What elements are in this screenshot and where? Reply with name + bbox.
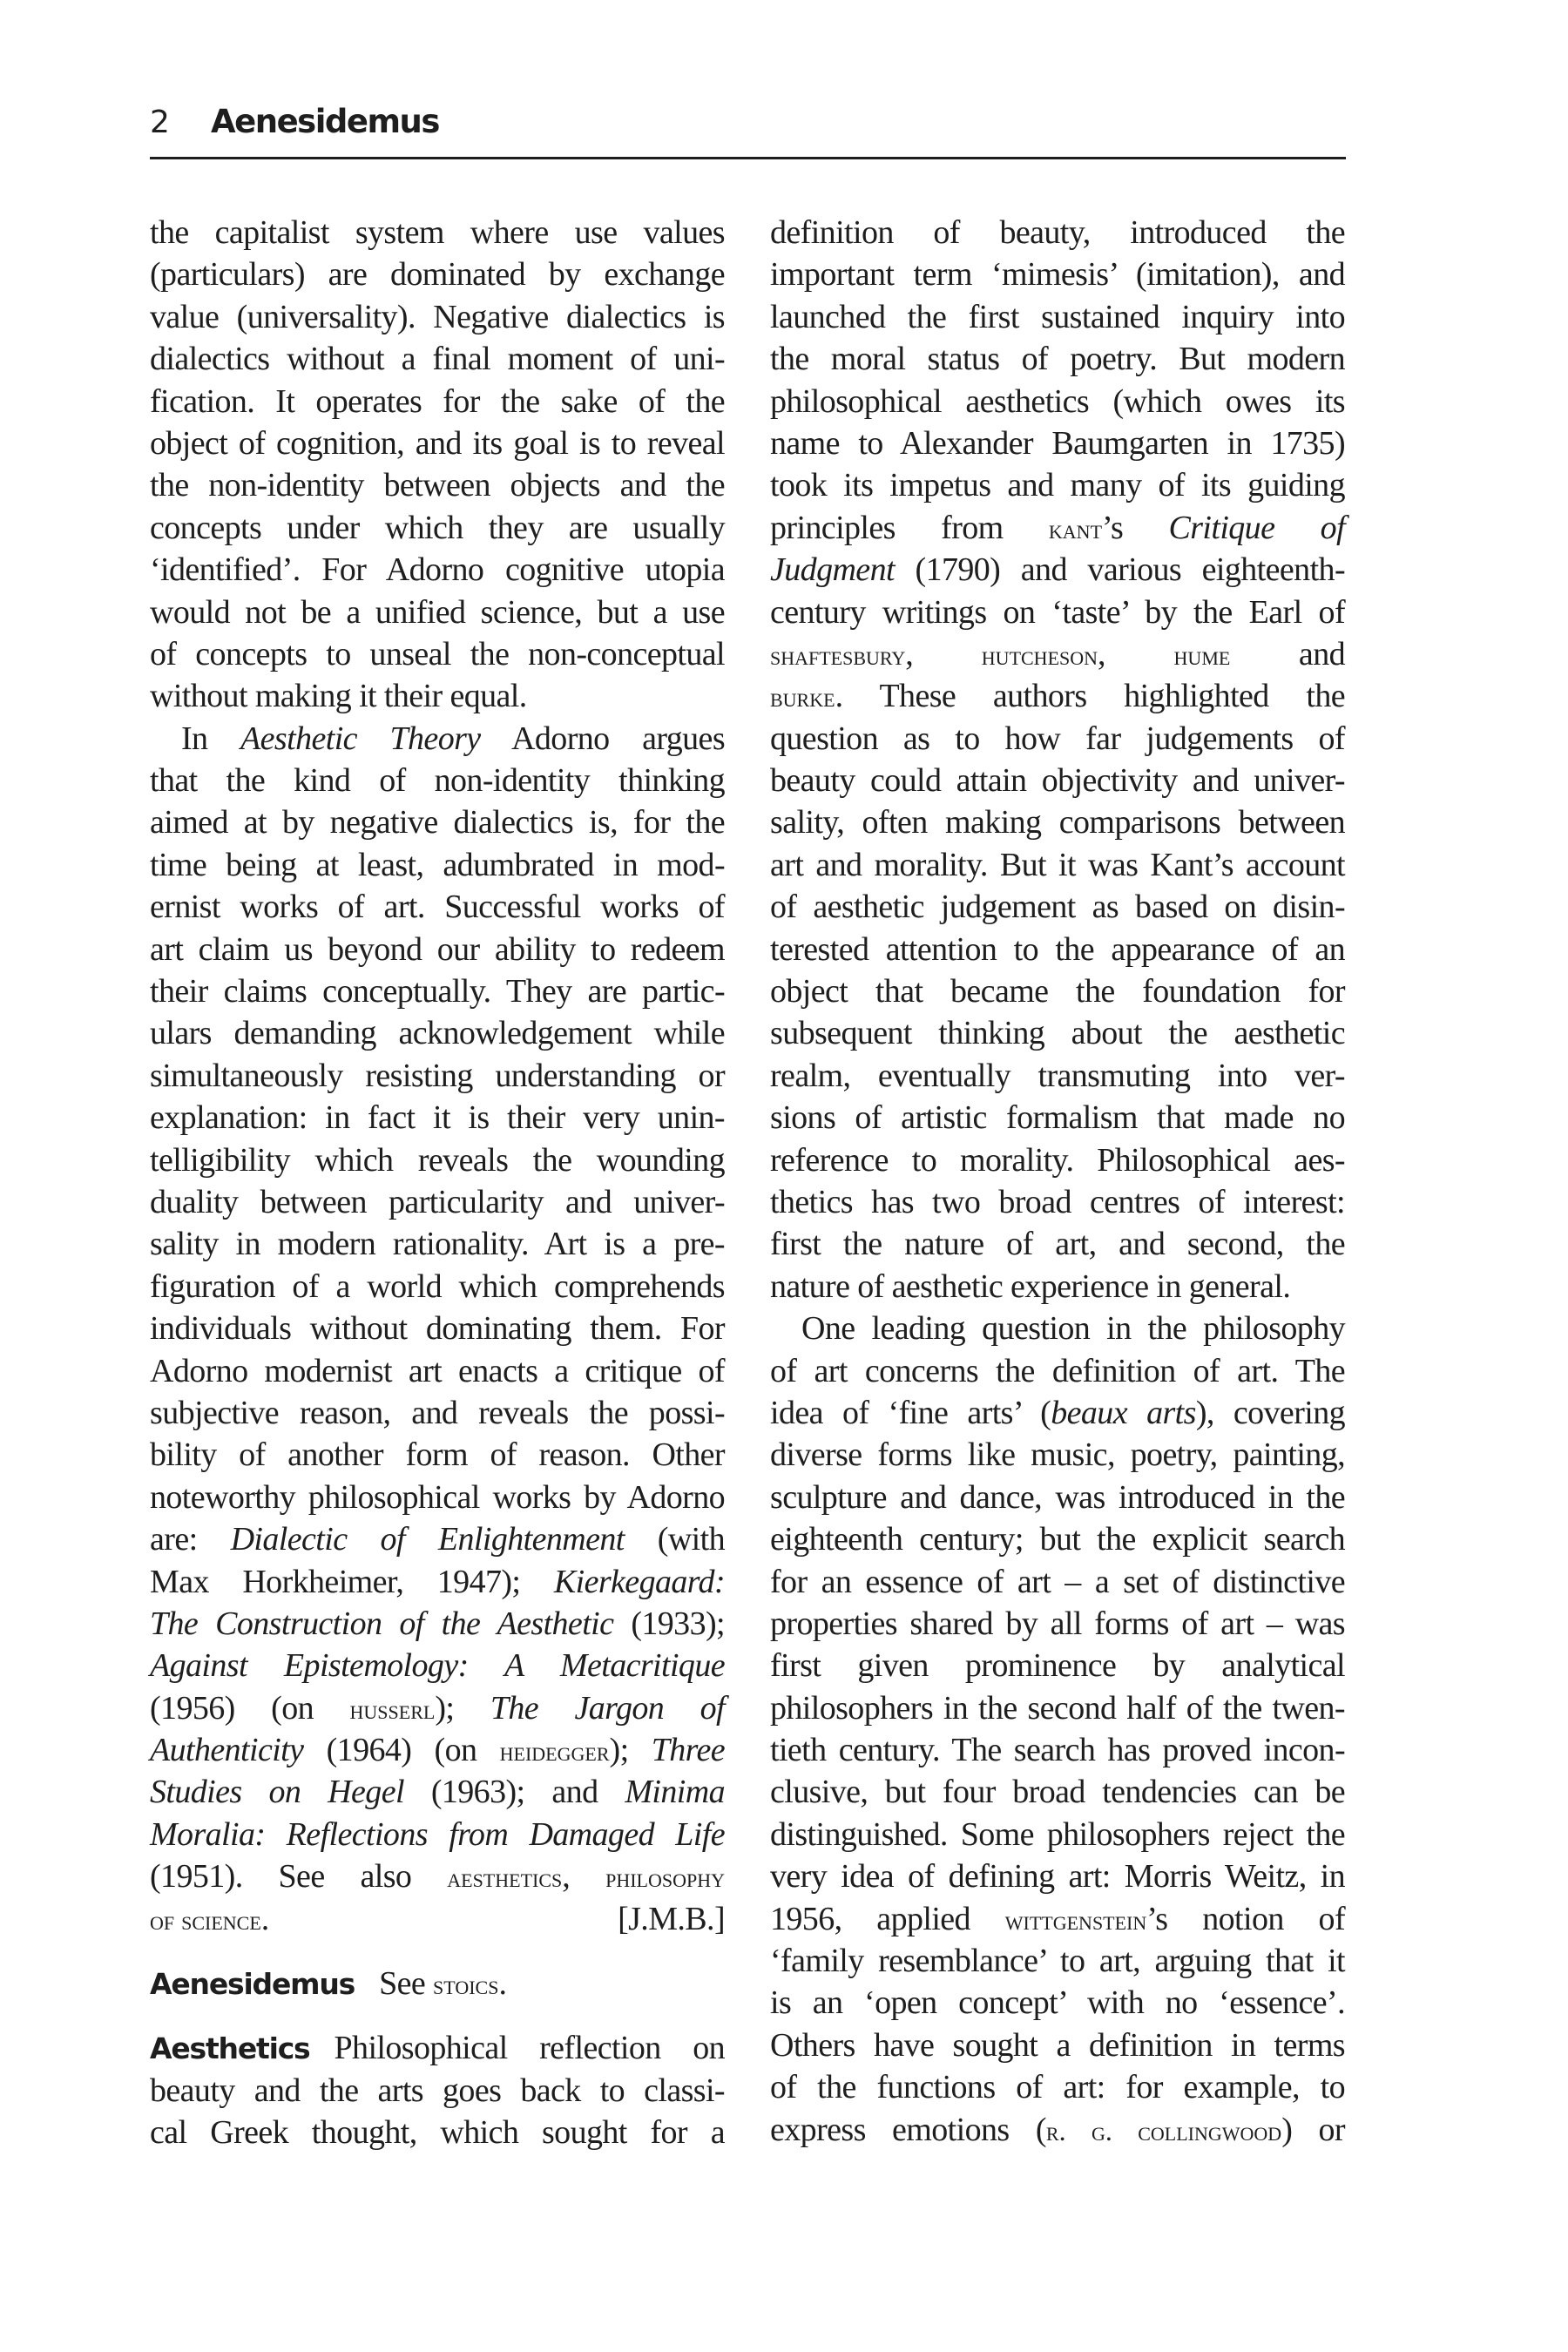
entry-headword: Aesthetics bbox=[150, 2031, 310, 2066]
header-rule bbox=[150, 157, 1346, 159]
text-line bbox=[150, 464, 725, 506]
text-run: and bbox=[1230, 635, 1345, 672]
text-run: the moral status of poetry. But modern bbox=[770, 341, 1345, 378]
text-line bbox=[150, 1223, 725, 1265]
page-number: 2 bbox=[150, 105, 169, 140]
text-run: aimed at by negative dialectics is, for the bbox=[150, 804, 725, 841]
text-line bbox=[770, 1518, 1345, 1560]
cross-reference: of science bbox=[150, 1903, 261, 1936]
running-head: Aenesidemus bbox=[211, 103, 439, 140]
italic-title: Moralia: Reflections from Damaged Life bbox=[150, 1815, 725, 1853]
text-run: of the functions of art: for example, to bbox=[770, 2069, 1345, 2106]
text-line bbox=[770, 1350, 1345, 1392]
text-run: ), covering bbox=[1195, 1394, 1346, 1431]
text-line bbox=[770, 1434, 1345, 1476]
text-run: (1933); bbox=[613, 1605, 725, 1642]
text-run bbox=[150, 1898, 269, 1940]
text-run: clusive, but four broad tendencies can be bbox=[770, 1774, 1345, 1811]
text-line bbox=[150, 507, 725, 549]
text-line bbox=[150, 1561, 725, 1603]
text-line bbox=[150, 549, 725, 591]
italic-title: Critique of bbox=[1168, 509, 1345, 546]
text-line bbox=[770, 2109, 1345, 2151]
text-line bbox=[770, 2024, 1345, 2066]
page-header bbox=[150, 98, 1346, 159]
text-line bbox=[770, 1055, 1345, 1097]
text-line bbox=[150, 422, 725, 464]
text-run: of concepts to unseal the non-conceptual bbox=[150, 635, 725, 672]
text-run: without making it their equal. bbox=[150, 678, 527, 715]
text-line bbox=[770, 464, 1345, 506]
text-run: express emotions ( bbox=[770, 2111, 1046, 2148]
text-run: sality in modern rationality. Art is a pre- bbox=[150, 1226, 725, 1263]
text-line bbox=[770, 1940, 1345, 1982]
cross-reference: shaftesbury bbox=[770, 639, 906, 671]
text-run: took its impetus and many of its guiding bbox=[770, 467, 1345, 504]
text-line bbox=[150, 886, 725, 928]
text-run: art and morality. But it was Kant’s account bbox=[770, 846, 1345, 883]
text-run: important term ‘mimesis’ (imitation), and bbox=[770, 256, 1345, 294]
text-line bbox=[770, 886, 1345, 928]
text-line bbox=[770, 253, 1345, 295]
cross-reference: wittgenstein bbox=[1004, 1903, 1147, 1936]
text-line bbox=[150, 1181, 725, 1223]
cross-reference: philosophy bbox=[605, 1862, 725, 1894]
text-run: beauty could attain objectivity and univer- bbox=[770, 762, 1345, 800]
text-run: , bbox=[905, 635, 982, 672]
cross-reference: stoics bbox=[433, 1969, 499, 2001]
text-run: of aesthetic judgement as based on disin- bbox=[770, 889, 1345, 926]
text-run: diverse forms like music, poetry, painting, bbox=[770, 1436, 1345, 1474]
text-run: principles from bbox=[770, 509, 1049, 546]
text-line bbox=[150, 296, 725, 338]
text-run: , bbox=[562, 1858, 606, 1896]
text-run: simultaneously resisting understanding or bbox=[150, 1057, 725, 1094]
text-run: concepts under which they are usually bbox=[150, 509, 725, 546]
text-line bbox=[150, 1055, 725, 1097]
text-line bbox=[770, 591, 1345, 633]
cross-reference: hutcheson bbox=[981, 639, 1098, 671]
text-run: are: bbox=[150, 1521, 231, 1558]
text-run: eighteenth century; but the explicit search bbox=[770, 1521, 1345, 1558]
text-run: distinguished. Some philosophers reject the bbox=[770, 1815, 1345, 1853]
text-run: would not be a unified science, but a use bbox=[150, 593, 725, 631]
text-run: value (universality). Negative dialectics is bbox=[150, 298, 725, 335]
cross-reference: burke bbox=[770, 681, 835, 713]
text-run: telligibility which reveals the wounding bbox=[150, 1141, 725, 1179]
cross-reference: hume bbox=[1173, 639, 1231, 671]
text-run: that the kind of non-identity thinking bbox=[150, 762, 725, 800]
text-line bbox=[150, 1518, 725, 1560]
text-line bbox=[150, 1012, 725, 1054]
text-run: launched the first sustained inquiry into bbox=[770, 298, 1345, 335]
text-run: their claims conceptually. They are partic- bbox=[150, 973, 725, 1010]
text-line bbox=[770, 1392, 1345, 1434]
text-run: object that became the foundation for bbox=[770, 973, 1345, 1010]
text-run: One leading question in the philosophy bbox=[801, 1310, 1345, 1348]
text-run: ); bbox=[609, 1732, 652, 1769]
text-line bbox=[150, 212, 725, 253]
italic-title: The Jargon of bbox=[490, 1689, 725, 1727]
text-run: first given prominence by analytical bbox=[770, 1647, 1345, 1685]
text-run: noteworthy philosophical works by Adorno bbox=[150, 1478, 725, 1516]
text-line bbox=[770, 675, 1345, 717]
text-line bbox=[770, 1477, 1345, 1518]
text-run: , bbox=[1098, 635, 1174, 672]
text-line bbox=[770, 970, 1345, 1012]
text-line bbox=[150, 381, 725, 422]
text-line bbox=[770, 760, 1345, 801]
text-line bbox=[150, 2027, 725, 2069]
author-initials: [J.M.B.] bbox=[618, 1900, 725, 1937]
text-line bbox=[770, 1561, 1345, 1603]
text-run: object of cognition, and its goal is to reveal bbox=[150, 424, 725, 462]
text-run: individuals without dominating them. For bbox=[150, 1310, 725, 1348]
text-line bbox=[770, 1223, 1345, 1265]
text-run: century writings on ‘taste’ by the Earl of bbox=[770, 593, 1345, 631]
text-line bbox=[770, 549, 1345, 591]
entry-headword: Aenesidemus bbox=[150, 1967, 355, 2002]
italic-title: Judgment bbox=[770, 551, 895, 589]
text-run: (1963); and bbox=[403, 1774, 625, 1811]
text-line bbox=[150, 2070, 725, 2112]
text-line bbox=[770, 296, 1345, 338]
text-line bbox=[150, 338, 725, 380]
text-run: Max Horkheimer, 1947); bbox=[150, 1563, 554, 1600]
italic-title: Three bbox=[651, 1732, 725, 1769]
text-run: fication. It operates for the sake of the bbox=[150, 382, 725, 420]
text-run: ulars demanding acknowledgement while bbox=[150, 1015, 725, 1052]
cross-reference: husserl bbox=[349, 1693, 436, 1725]
text-line bbox=[770, 929, 1345, 970]
text-line bbox=[150, 1645, 725, 1686]
text-line bbox=[770, 1181, 1345, 1223]
text-line bbox=[770, 718, 1345, 760]
text-line bbox=[150, 1392, 725, 1434]
text-run: thetics has two broad centres of interest: bbox=[770, 1183, 1345, 1220]
text-line bbox=[150, 1308, 725, 1349]
text-line bbox=[150, 801, 725, 843]
text-line bbox=[770, 1139, 1345, 1181]
text-run: (1790) and various eighteenth- bbox=[894, 551, 1345, 589]
text-run: time being at least, adumbrated in mod- bbox=[150, 846, 725, 883]
text-line bbox=[150, 1434, 725, 1476]
text-run: ) or bbox=[1281, 2111, 1345, 2148]
text-line bbox=[770, 1855, 1345, 1897]
text-run: beauty and the arts goes back to classi- bbox=[150, 2072, 725, 2109]
text-line bbox=[770, 338, 1345, 380]
text-run: name to Alexander Baumgarten in 1735) bbox=[770, 424, 1345, 462]
text-run: (1951). See also bbox=[150, 1858, 448, 1896]
text-line bbox=[150, 1898, 725, 1940]
text-run: subjective reason, and reveals the possi- bbox=[150, 1394, 725, 1431]
text-run: ’s bbox=[1102, 509, 1169, 546]
text-run: ); bbox=[435, 1689, 490, 1727]
text-line bbox=[770, 801, 1345, 843]
text-run: See bbox=[379, 1965, 434, 2003]
text-run: very idea of defining art: Morris Weitz, in bbox=[770, 1858, 1345, 1896]
text-line bbox=[150, 633, 725, 675]
text-line bbox=[770, 1982, 1345, 2024]
right-text-column bbox=[770, 212, 1345, 2151]
text-run: (1964) (on bbox=[303, 1732, 500, 1769]
text-run: for an essence of art – a set of distinctive bbox=[770, 1563, 1345, 1600]
text-line bbox=[770, 844, 1345, 886]
text-run: sality, often making comparisons between bbox=[770, 804, 1345, 841]
text-line bbox=[770, 1898, 1345, 1940]
text-run: bility of another form of reason. Other bbox=[150, 1436, 725, 1474]
text-line bbox=[150, 1814, 725, 1855]
text-run: . bbox=[260, 1900, 269, 1937]
text-run: reference to morality. Philosophical aes- bbox=[770, 1141, 1345, 1179]
text-line bbox=[150, 253, 725, 295]
text-run: art claim us beyond our ability to redeem bbox=[150, 930, 725, 968]
cross-reference: r. g. collingwood bbox=[1045, 2114, 1282, 2146]
text-run: cal Greek thought, which sought for a bbox=[150, 2114, 725, 2152]
text-run: . These authors highlighted the bbox=[835, 678, 1345, 715]
text-line bbox=[150, 1477, 725, 1518]
text-line bbox=[150, 591, 725, 633]
text-line bbox=[770, 381, 1345, 422]
text-run: the non-identity between objects and the bbox=[150, 467, 725, 504]
text-run: of art concerns the definition of art. The bbox=[770, 1352, 1345, 1389]
text-run: Adorno argues bbox=[480, 720, 726, 757]
text-run: sions of artistic formalism that made no bbox=[770, 1099, 1345, 1137]
text-line bbox=[150, 2112, 725, 2153]
text-line bbox=[150, 1963, 725, 2004]
text-run: philosophical aesthetics (which owes its bbox=[770, 382, 1345, 420]
text-run: subsequent thinking about the aesthetic bbox=[770, 1015, 1345, 1052]
text-run: properties shared by all forms of art – was bbox=[770, 1605, 1345, 1642]
text-line bbox=[150, 718, 725, 760]
text-run: first the nature of art, and second, the bbox=[770, 1226, 1345, 1263]
text-run: In bbox=[181, 720, 241, 757]
italic-title: Aesthetic Theory bbox=[240, 720, 481, 757]
text-run: (1956) (on bbox=[150, 1689, 350, 1727]
text-line bbox=[150, 1687, 725, 1729]
text-line bbox=[770, 1687, 1345, 1729]
text-run: tieth century. The search has proved incon- bbox=[770, 1732, 1345, 1769]
text-run: . bbox=[498, 1965, 507, 2003]
text-run: definition of beauty, introduced the bbox=[770, 214, 1345, 251]
text-run: nature of aesthetic experience in general. bbox=[770, 1267, 1291, 1305]
text-run: Philosophical reflection on bbox=[334, 2030, 725, 2067]
text-line bbox=[770, 422, 1345, 464]
text-run: (with bbox=[624, 1521, 725, 1558]
italic-title: Against Epistemology: A Metacritique bbox=[150, 1647, 725, 1685]
text-line bbox=[150, 1266, 725, 1308]
text-run: idea of ‘fine arts’ ( bbox=[770, 1394, 1051, 1431]
text-line bbox=[150, 1139, 725, 1181]
text-line bbox=[150, 760, 725, 801]
text-line bbox=[150, 1771, 725, 1813]
text-line bbox=[770, 1729, 1345, 1771]
text-line bbox=[770, 1308, 1345, 1349]
text-run: figuration of a world which comprehends bbox=[150, 1267, 725, 1305]
text-line bbox=[770, 507, 1345, 549]
text-line bbox=[770, 1097, 1345, 1139]
text-line bbox=[150, 1729, 725, 1771]
text-run: is an ‘open concept’ with no ‘essence’. bbox=[770, 1984, 1345, 2022]
text-line bbox=[770, 1012, 1345, 1054]
text-line bbox=[150, 970, 725, 1012]
italic-title: Minima bbox=[625, 1774, 725, 1811]
italic-title: Authenticity bbox=[150, 1732, 304, 1769]
text-line bbox=[150, 1603, 725, 1645]
text-run: explanation: in fact it is their very unin- bbox=[150, 1099, 725, 1137]
text-run: ’s notion of bbox=[1146, 1900, 1346, 1937]
text-line bbox=[150, 844, 725, 886]
text-run: Adorno modernist art enacts a critique of bbox=[150, 1352, 725, 1389]
text-run: the capitalist system where use values bbox=[150, 214, 725, 251]
text-line bbox=[770, 2066, 1345, 2108]
text-run: philosophers in the second half of the twen- bbox=[770, 1689, 1345, 1727]
cross-reference: kant bbox=[1048, 512, 1103, 544]
italic-title: The Construction of the Aesthetic bbox=[150, 1605, 614, 1642]
text-line bbox=[150, 1097, 725, 1139]
text-run: ‘family resemblance’ to art, arguing that it bbox=[770, 1943, 1345, 1980]
text-run: terested attention to the appearance of an bbox=[770, 930, 1345, 968]
text-line bbox=[770, 1645, 1345, 1686]
text-run: Others have sought a definition in terms bbox=[770, 2026, 1345, 2064]
text-run: (particulars) are dominated by exchange bbox=[150, 256, 725, 294]
italic-title: Dialectic of Enlightenment bbox=[230, 1521, 625, 1558]
text-run: realm, eventually transmuting into ver- bbox=[770, 1057, 1345, 1094]
text-run: duality between particularity and univer- bbox=[150, 1183, 725, 1220]
text-line bbox=[770, 633, 1345, 675]
cross-reference: aesthetics bbox=[447, 1862, 563, 1894]
text-run: ‘identified’. For Adorno cognitive utopia bbox=[150, 551, 725, 589]
italic-title: beaux arts bbox=[1051, 1394, 1196, 1431]
text-run: sculpture and dance, was introduced in the bbox=[770, 1478, 1345, 1516]
text-line bbox=[770, 212, 1345, 253]
text-line bbox=[150, 1855, 725, 1897]
text-line bbox=[150, 1350, 725, 1392]
text-line bbox=[770, 1814, 1345, 1855]
italic-title: Studies on Hegel bbox=[150, 1774, 404, 1811]
text-run: ernist works of art. Successful works of bbox=[150, 889, 725, 926]
cross-reference: heidegger bbox=[499, 1735, 610, 1767]
text-line bbox=[770, 1603, 1345, 1645]
text-run: question as to how far judgements of bbox=[770, 720, 1345, 757]
text-line bbox=[770, 1266, 1345, 1308]
text-line bbox=[150, 929, 725, 970]
left-text-column bbox=[150, 212, 725, 2154]
text-run: dialectics without a final moment of uni- bbox=[150, 341, 725, 378]
text-line bbox=[770, 1771, 1345, 1813]
italic-title: Kierkegaard: bbox=[553, 1563, 725, 1600]
text-run: 1956, applied bbox=[770, 1900, 1005, 1937]
text-line bbox=[150, 675, 725, 717]
